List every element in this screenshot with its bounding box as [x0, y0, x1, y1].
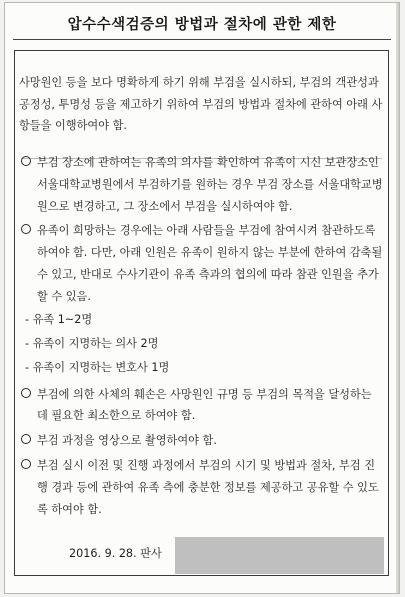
scan-edge-shadow [396, 3, 399, 593]
condition-item [21, 220, 383, 307]
document-title: 압수수색검증의 방법과 절차에 관한 제한 [67, 17, 337, 33]
attendee-item: - 유족이 지명하는 의사 2명 [25, 336, 159, 350]
conditions-list [21, 152, 383, 520]
signature-date: 2016. 9. 28. 판사 [69, 547, 162, 560]
condition-text: 부검 실시 이전 및 진행 과정에서 부검의 시기 및 방법과 절차, 부검 진행 경과 등에 관하여 유족 측에 충분한 정보를 제공하고 공유할 수 있도록 하여야 함. [37, 458, 379, 516]
circle-bullet-icon [21, 388, 31, 398]
circle-bullet-icon [21, 434, 31, 444]
attendee-item: - 유족이 지명하는 변호사 1명 [25, 360, 170, 374]
condition-item [21, 455, 383, 520]
title-divider [13, 39, 391, 40]
attendee-item: - 유족 1~2명 [25, 312, 93, 326]
condition-item [21, 430, 383, 452]
attendee-list [21, 308, 383, 380]
condition-text: 부검 과정을 영상으로 촬영하여야 함. [37, 434, 217, 448]
condition-item [21, 152, 383, 217]
condition-text: 부검에 의한 사체의 훼손은 사망원인 규명 등 부검의 목적을 달성하는 데 필요한 최소한으로 하여야 함. [37, 387, 372, 423]
circle-bullet-icon [21, 156, 31, 166]
intro-paragraph: 사망원인 등을 보다 명확하게 하기 위해 부검을 실시하되, 부검의 객관성과 공정성, 투명성 등을 제고하기 위하여 부검의 방법과 절차에 관하여 아래 사항들을 이행하여야 함. [19, 76, 383, 132]
redacted-name [175, 537, 384, 574]
circle-bullet-icon [21, 459, 31, 469]
condition-text: 부검 장소에 관하여는 유족의 의사를 확인하여 유족이 시신 보관장소인 서울대학교병원에서 부검하기를 원하는 경우 부검 장소를 서울대학교병원으로 변경하고, 그 장소에서 부검을 실시하여야 함. [37, 156, 383, 213]
condition-item [21, 384, 383, 428]
circle-bullet-icon [21, 224, 31, 234]
condition-text: 유족이 희망하는 경우에는 아래 사람들을 부검에 참여시켜 참관하도록 하여야 함. 다만, 아래 인원은 유족이 원하지 않는 부분에 한하여 감축될 수 있고, 반대로 수사기관이 유족 측과의 협의에 따라 참관 인원을 추가할 수 있음. [37, 224, 383, 303]
document-page [4, 2, 400, 594]
